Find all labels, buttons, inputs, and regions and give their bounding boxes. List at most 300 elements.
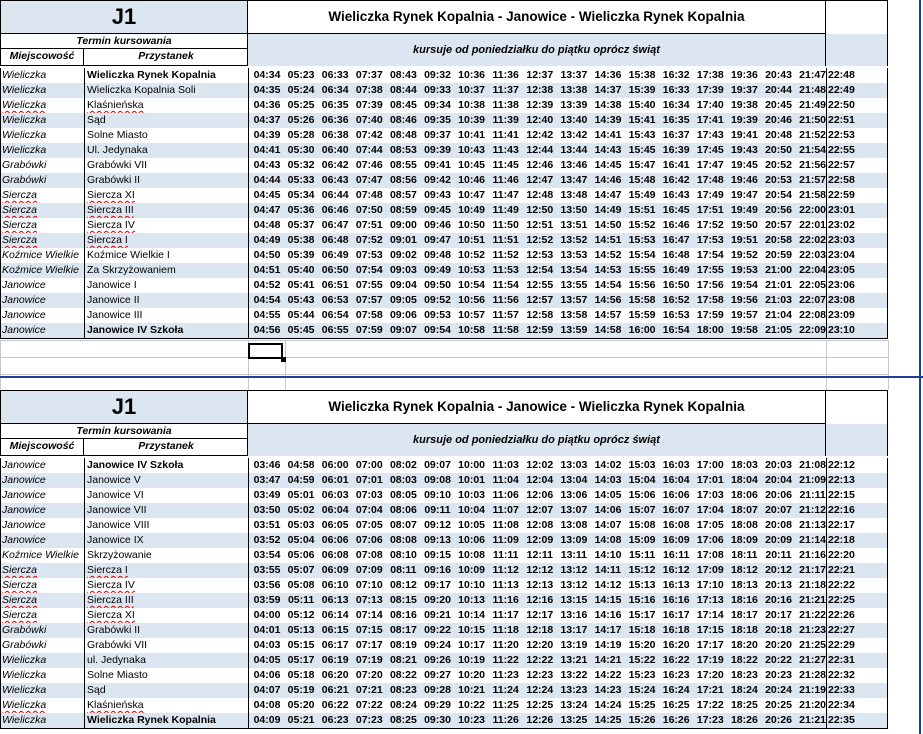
departure-time-cell[interactable]: 10:45 — [458, 159, 486, 171]
departure-time-cell[interactable]: 09:10 — [424, 489, 451, 501]
departure-time-cell[interactable]: 04:54 — [253, 294, 281, 306]
town-cell[interactable]: Koźmice Wielkie — [2, 549, 79, 561]
departure-time-cell[interactable]: 03:59 — [253, 594, 281, 606]
table-row[interactable] — [0, 563, 888, 578]
departure-time-cell[interactable]: 20:45 — [765, 99, 792, 111]
departure-time-cell[interactable]: 04:37 — [253, 114, 281, 126]
departure-time-cell[interactable]: 10:50 — [458, 219, 486, 231]
departure-time-cell[interactable]: 16:17 — [662, 609, 690, 621]
stop-cell[interactable]: Wieliczka Rynek Kopalnia — [87, 714, 216, 726]
departure-time-cell[interactable]: 10:54 — [458, 279, 486, 291]
departure-time-cell[interactable]: 17:58 — [696, 294, 724, 306]
stop-cell[interactable]: Siercza III — [87, 594, 134, 606]
departure-time-cell[interactable]: 09:39 — [424, 144, 451, 156]
departure-time-cell[interactable]: 10:20 — [458, 669, 486, 681]
departure-time-cell[interactable]: 19:49 — [730, 204, 758, 216]
departure-time-cell[interactable]: 07:00 — [355, 459, 383, 471]
departure-time-cell[interactable]: 06:46 — [321, 204, 349, 216]
departure-time-cell[interactable]: 21:19 — [799, 684, 827, 696]
departure-time-cell[interactable]: 11:12 — [492, 564, 519, 576]
departure-time-cell[interactable]: 13:25 — [560, 714, 588, 726]
departure-time-cell[interactable]: 12:57 — [526, 294, 554, 306]
departure-time-cell[interactable]: 10:52 — [458, 249, 486, 261]
departure-time-cell[interactable]: 21:21 — [799, 714, 827, 726]
departure-time-cell[interactable]: 17:03 — [696, 489, 724, 501]
departure-time-cell[interactable]: 08:11 — [390, 564, 417, 576]
last-departure-cell[interactable]: 22:34 — [828, 699, 855, 711]
departure-time-cell[interactable]: 15:59 — [628, 309, 656, 321]
departure-time-cell[interactable]: 09:02 — [389, 249, 417, 261]
last-departure-cell[interactable]: 22:48 — [828, 69, 855, 81]
departure-time-cell[interactable]: 11:22 — [492, 654, 519, 666]
departure-time-cell[interactable]: 16:46 — [662, 219, 690, 231]
town-cell[interactable]: Janowice — [2, 459, 46, 471]
departure-time-cell[interactable]: 06:23 — [321, 714, 349, 726]
departure-time-cell[interactable]: 16:06 — [662, 489, 690, 501]
departure-time-cell[interactable]: 10:49 — [458, 204, 486, 216]
town-cell[interactable]: Wieliczka — [2, 114, 47, 126]
departure-time-cell[interactable]: 18:12 — [730, 564, 758, 576]
departure-time-cell[interactable]: 18:08 — [730, 519, 758, 531]
departure-time-cell[interactable]: 17:14 — [696, 609, 724, 621]
departure-time-cell[interactable]: 09:30 — [424, 714, 451, 726]
departure-time-cell[interactable]: 14:58 — [594, 324, 622, 336]
departure-time-cell[interactable]: 20:44 — [765, 84, 792, 96]
departure-time-cell[interactable]: 21:16 — [799, 549, 827, 561]
departure-time-cell[interactable]: 08:10 — [389, 549, 417, 561]
departure-time-cell[interactable]: 15:25 — [628, 699, 656, 711]
departure-time-cell[interactable]: 05:38 — [287, 234, 315, 246]
departure-time-cell[interactable]: 20:09 — [765, 534, 792, 546]
departure-time-cell[interactable]: 10:00 — [458, 459, 486, 471]
departure-time-cell[interactable]: 07:42 — [355, 129, 383, 141]
departure-time-cell[interactable]: 15:48 — [628, 174, 656, 186]
departure-time-cell[interactable]: 16:03 — [662, 459, 690, 471]
departure-time-cell[interactable]: 10:41 — [458, 129, 486, 141]
departure-time-cell[interactable]: 10:06 — [458, 534, 486, 546]
departure-time-cell[interactable]: 10:39 — [458, 114, 486, 126]
departure-time-cell[interactable]: 13:12 — [560, 579, 588, 591]
departure-time-cell[interactable]: 11:56 — [492, 294, 519, 306]
last-departure-cell[interactable]: 22:15 — [828, 489, 855, 501]
stop-cell[interactable]: Siercza III — [87, 204, 134, 216]
departure-time-cell[interactable]: 16:13 — [662, 579, 690, 591]
departure-time-cell[interactable]: 08:17 — [389, 624, 417, 636]
departure-time-cell[interactable]: 06:44 — [321, 189, 349, 201]
departure-time-cell[interactable]: 11:51 — [492, 234, 519, 246]
town-cell[interactable]: Siercza — [2, 579, 38, 591]
departure-time-cell[interactable]: 10:15 — [458, 624, 486, 636]
departure-time-cell[interactable]: 18:06 — [730, 489, 758, 501]
departure-time-cell[interactable]: 18:16 — [730, 594, 758, 606]
departure-time-cell[interactable]: 03:55 — [253, 564, 281, 576]
departure-time-cell[interactable]: 18:13 — [730, 579, 758, 591]
departure-time-cell[interactable]: 06:49 — [321, 249, 349, 261]
table-row[interactable] — [0, 488, 888, 503]
table-row[interactable] — [0, 638, 888, 653]
departure-time-cell[interactable]: 06:40 — [321, 144, 349, 156]
stop-cell[interactable]: Grabówki VII — [87, 159, 148, 171]
departure-time-cell[interactable]: 08:07 — [389, 519, 417, 531]
departure-time-cell[interactable]: 05:21 — [287, 714, 315, 726]
departure-time-cell[interactable]: 07:06 — [355, 534, 383, 546]
table-row[interactable] — [0, 263, 888, 278]
last-departure-cell[interactable]: 22:35 — [828, 714, 855, 726]
departure-time-cell[interactable]: 08:06 — [389, 504, 417, 516]
departure-time-cell[interactable]: 09:27 — [424, 669, 451, 681]
departure-time-cell[interactable]: 16:39 — [662, 144, 690, 156]
departure-time-cell[interactable]: 17:01 — [696, 474, 724, 486]
departure-time-cell[interactable]: 17:13 — [696, 594, 724, 606]
departure-time-cell[interactable]: 12:39 — [526, 99, 554, 111]
table-row[interactable] — [0, 83, 888, 98]
departure-time-cell[interactable]: 21:56 — [799, 159, 827, 171]
stop-cell[interactable]: Klaśnieńska — [87, 99, 144, 111]
stop-cell[interactable]: Ul. Jedynaka — [87, 144, 148, 156]
departure-time-cell[interactable]: 05:40 — [287, 264, 315, 276]
departure-time-cell[interactable]: 05:07 — [287, 564, 315, 576]
departure-time-cell[interactable]: 06:42 — [321, 159, 349, 171]
stop-cell[interactable]: Janowice II — [87, 294, 140, 306]
town-cell[interactable]: Siercza — [2, 219, 38, 231]
departure-time-cell[interactable]: 13:40 — [560, 114, 588, 126]
departure-time-cell[interactable]: 04:35 — [253, 84, 281, 96]
departure-time-cell[interactable]: 09:34 — [424, 99, 451, 111]
departure-time-cell[interactable]: 21:57 — [799, 174, 827, 186]
departure-time-cell[interactable]: 21:05 — [765, 324, 792, 336]
departure-time-cell[interactable]: 18:09 — [730, 534, 758, 546]
departure-time-cell[interactable]: 08:24 — [389, 699, 417, 711]
departure-time-cell[interactable]: 09:45 — [424, 204, 451, 216]
table-row[interactable] — [0, 248, 888, 263]
departure-time-cell[interactable]: 12:22 — [526, 654, 554, 666]
departure-time-cell[interactable]: 14:41 — [594, 129, 622, 141]
departure-time-cell[interactable]: 18:03 — [730, 459, 758, 471]
departure-time-cell[interactable]: 06:51 — [321, 279, 349, 291]
departure-time-cell[interactable]: 05:08 — [287, 579, 315, 591]
departure-time-cell[interactable]: 05:17 — [287, 654, 315, 666]
departure-time-cell[interactable]: 19:39 — [730, 114, 758, 126]
departure-time-cell[interactable]: 08:53 — [389, 144, 417, 156]
departure-time-cell[interactable]: 20:59 — [765, 249, 792, 261]
departure-time-cell[interactable]: 08:22 — [389, 669, 417, 681]
departure-time-cell[interactable]: 13:47 — [560, 174, 588, 186]
departure-time-cell[interactable]: 09:50 — [424, 279, 451, 291]
departure-time-cell[interactable]: 07:03 — [355, 489, 383, 501]
departure-time-cell[interactable]: 05:39 — [287, 249, 315, 261]
departure-time-cell[interactable]: 14:37 — [594, 84, 622, 96]
table-row[interactable] — [0, 233, 888, 248]
table-row[interactable] — [0, 653, 888, 668]
departure-time-cell[interactable]: 12:12 — [526, 564, 554, 576]
departure-time-cell[interactable]: 19:45 — [730, 159, 758, 171]
departure-time-cell[interactable]: 17:00 — [696, 459, 724, 471]
departure-time-cell[interactable]: 12:17 — [526, 609, 554, 621]
departure-time-cell[interactable]: 13:59 — [560, 324, 588, 336]
departure-time-cell[interactable]: 07:21 — [355, 684, 383, 696]
departure-time-cell[interactable]: 14:47 — [594, 189, 622, 201]
departure-time-cell[interactable]: 10:21 — [458, 684, 486, 696]
table-row[interactable] — [0, 533, 888, 548]
departure-time-cell[interactable]: 20:03 — [765, 459, 792, 471]
departure-time-cell[interactable]: 13:48 — [560, 189, 588, 201]
departure-time-cell[interactable]: 05:20 — [287, 699, 315, 711]
departure-time-cell[interactable]: 07:40 — [355, 114, 383, 126]
last-departure-cell[interactable]: 22:33 — [828, 684, 855, 696]
departure-time-cell[interactable]: 17:08 — [696, 549, 724, 561]
departure-time-cell[interactable]: 20:26 — [765, 714, 792, 726]
departure-time-cell[interactable]: 03:47 — [253, 474, 281, 486]
departure-time-cell[interactable]: 09:28 — [424, 684, 451, 696]
town-cell[interactable]: Wieliczka — [2, 129, 47, 141]
departure-time-cell[interactable]: 12:13 — [526, 579, 554, 591]
departure-time-cell[interactable]: 07:50 — [355, 204, 383, 216]
departure-time-cell[interactable]: 08:56 — [389, 174, 417, 186]
departure-time-cell[interactable]: 21:17 — [799, 564, 827, 576]
blank-header-cell[interactable] — [826, 390, 888, 424]
departure-time-cell[interactable]: 22:02 — [799, 234, 827, 246]
departure-time-cell[interactable]: 14:22 — [594, 669, 622, 681]
departure-time-cell[interactable]: 16:04 — [662, 474, 690, 486]
departure-time-cell[interactable]: 16:45 — [662, 204, 690, 216]
departure-time-cell[interactable]: 14:21 — [594, 654, 622, 666]
departure-time-cell[interactable]: 07:39 — [355, 99, 383, 111]
departure-time-cell[interactable]: 21:12 — [799, 504, 827, 516]
departure-time-cell[interactable]: 16:48 — [662, 249, 690, 261]
departure-time-cell[interactable]: 20:50 — [765, 144, 792, 156]
departure-time-cell[interactable]: 16:18 — [662, 624, 690, 636]
town-cell[interactable]: Wieliczka — [2, 84, 47, 96]
departure-time-cell[interactable]: 21:48 — [799, 84, 827, 96]
last-departure-cell[interactable]: 22:21 — [828, 564, 855, 576]
departure-time-cell[interactable]: 03:56 — [253, 579, 281, 591]
departure-time-cell[interactable]: 10:57 — [458, 309, 486, 321]
departure-time-cell[interactable]: 19:37 — [730, 84, 758, 96]
departure-time-cell[interactable]: 07:54 — [355, 264, 383, 276]
departure-time-cell[interactable]: 12:26 — [526, 714, 554, 726]
departure-time-cell[interactable]: 12:25 — [526, 699, 554, 711]
departure-time-cell[interactable]: 13:06 — [560, 489, 588, 501]
departure-time-cell[interactable]: 14:38 — [594, 99, 622, 111]
departure-time-cell[interactable]: 04:06 — [253, 669, 281, 681]
departure-time-cell[interactable]: 20:58 — [765, 234, 792, 246]
departure-time-cell[interactable]: 13:44 — [560, 144, 588, 156]
stop-cell[interactable]: Janowice VIII — [87, 519, 150, 531]
departure-time-cell[interactable]: 11:25 — [492, 699, 519, 711]
departure-time-cell[interactable]: 15:47 — [628, 159, 656, 171]
stop-cell[interactable]: Siercza XI — [87, 189, 135, 201]
departure-time-cell[interactable]: 10:36 — [458, 69, 486, 81]
departure-time-cell[interactable]: 14:52 — [594, 249, 622, 261]
departure-time-cell[interactable]: 12:51 — [526, 219, 554, 231]
departure-time-cell[interactable]: 15:43 — [628, 129, 656, 141]
departure-time-cell[interactable]: 20:04 — [765, 474, 792, 486]
departure-time-cell[interactable]: 15:08 — [628, 519, 656, 531]
departure-time-cell[interactable]: 15:38 — [628, 69, 656, 81]
departure-time-cell[interactable]: 07:01 — [355, 474, 383, 486]
departure-time-cell[interactable]: 11:03 — [492, 459, 519, 471]
table-row[interactable] — [0, 608, 888, 623]
departure-time-cell[interactable]: 09:22 — [424, 624, 451, 636]
departure-time-cell[interactable]: 14:43 — [594, 144, 622, 156]
departure-time-cell[interactable]: 14:50 — [594, 219, 622, 231]
departure-time-cell[interactable]: 08:02 — [389, 459, 417, 471]
departure-time-cell[interactable]: 05:45 — [287, 324, 315, 336]
departure-time-cell[interactable]: 08:44 — [389, 84, 417, 96]
departure-time-cell[interactable]: 16:43 — [662, 189, 690, 201]
departure-time-cell[interactable]: 12:52 — [526, 234, 554, 246]
departure-time-cell[interactable]: 05:15 — [287, 639, 315, 651]
departure-time-cell[interactable]: 08:05 — [389, 489, 417, 501]
departure-time-cell[interactable]: 09:15 — [424, 549, 451, 561]
column-header-stop[interactable]: Przystanek — [138, 50, 194, 62]
departure-time-cell[interactable]: 18:20 — [730, 639, 758, 651]
departure-time-cell[interactable]: 08:59 — [389, 204, 417, 216]
last-departure-cell[interactable]: 22:20 — [828, 549, 855, 561]
departure-time-cell[interactable]: 16:26 — [662, 714, 690, 726]
departure-time-cell[interactable]: 11:17 — [492, 609, 519, 621]
departure-time-cell[interactable]: 20:57 — [765, 219, 792, 231]
departure-time-cell[interactable]: 07:05 — [355, 519, 383, 531]
departure-time-cell[interactable]: 13:23 — [560, 684, 588, 696]
departure-time-cell[interactable]: 08:19 — [389, 639, 417, 651]
departure-time-cell[interactable]: 07:14 — [355, 609, 383, 621]
departure-time-cell[interactable]: 20:56 — [765, 204, 792, 216]
departure-time-cell[interactable]: 11:39 — [492, 114, 519, 126]
departure-time-cell[interactable]: 07:46 — [355, 159, 383, 171]
last-departure-cell[interactable]: 22:12 — [828, 459, 855, 471]
departure-time-cell[interactable]: 11:45 — [492, 159, 519, 171]
departure-time-cell[interactable]: 17:05 — [696, 519, 724, 531]
town-cell[interactable]: Siercza — [2, 594, 38, 606]
departure-time-cell[interactable]: 05:19 — [287, 684, 315, 696]
departure-time-cell[interactable]: 09:04 — [389, 279, 417, 291]
departure-time-cell[interactable]: 09:49 — [424, 264, 451, 276]
departure-time-cell[interactable]: 15:11 — [628, 549, 656, 561]
town-cell[interactable]: Siercza — [2, 234, 38, 246]
departure-time-cell[interactable]: 16:34 — [662, 99, 690, 111]
departure-time-cell[interactable]: 09:12 — [424, 519, 451, 531]
departure-time-cell[interactable]: 04:52 — [253, 279, 281, 291]
departure-time-cell[interactable]: 14:46 — [594, 174, 622, 186]
departure-time-cell[interactable]: 10:47 — [458, 189, 486, 201]
departure-time-cell[interactable]: 10:37 — [458, 84, 486, 96]
operating-days-extra-cell[interactable] — [826, 34, 888, 66]
departure-time-cell[interactable]: 14:53 — [594, 264, 622, 276]
departure-time-cell[interactable]: 17:10 — [696, 579, 724, 591]
departure-time-cell[interactable]: 17:17 — [696, 639, 724, 651]
departure-time-cell[interactable]: 04:49 — [253, 234, 281, 246]
departure-time-cell[interactable]: 05:30 — [287, 144, 315, 156]
departure-time-cell[interactable]: 21:03 — [765, 294, 792, 306]
departure-time-cell[interactable]: 10:53 — [458, 264, 486, 276]
town-cell[interactable]: Siercza — [2, 564, 38, 576]
stop-cell[interactable]: Klaśnieńska — [87, 699, 144, 711]
departure-time-cell[interactable]: 14:03 — [594, 474, 622, 486]
departure-time-cell[interactable]: 22:09 — [799, 324, 827, 336]
departure-time-cell[interactable]: 21:23 — [799, 624, 827, 636]
departure-time-cell[interactable]: 20:06 — [765, 489, 792, 501]
departure-time-cell[interactable]: 05:03 — [287, 519, 315, 531]
departure-time-cell[interactable]: 20:43 — [765, 69, 792, 81]
departure-time-cell[interactable]: 17:04 — [696, 504, 724, 516]
departure-time-cell[interactable]: 08:23 — [389, 684, 417, 696]
departure-time-cell[interactable]: 17:47 — [696, 159, 724, 171]
departure-time-cell[interactable]: 18:26 — [730, 714, 758, 726]
departure-time-cell[interactable]: 04:44 — [253, 174, 281, 186]
departure-time-cell[interactable]: 12:06 — [526, 489, 554, 501]
departure-time-cell[interactable]: 21:00 — [765, 264, 792, 276]
stop-cell[interactable]: Sąd — [87, 684, 106, 696]
departure-time-cell[interactable]: 22:00 — [799, 204, 827, 216]
table-row[interactable] — [0, 128, 888, 143]
departure-time-cell[interactable]: 08:08 — [389, 534, 417, 546]
departure-time-cell[interactable]: 17:09 — [696, 564, 724, 576]
departure-time-cell[interactable]: 16:07 — [662, 504, 690, 516]
table-row[interactable] — [0, 308, 888, 323]
departure-time-cell[interactable]: 06:21 — [321, 684, 349, 696]
town-cell[interactable]: Janowice — [2, 519, 46, 531]
departure-time-cell[interactable]: 19:54 — [730, 279, 758, 291]
departure-time-cell[interactable]: 17:43 — [696, 129, 724, 141]
departure-time-cell[interactable]: 05:26 — [287, 114, 315, 126]
departure-time-cell[interactable]: 09:11 — [424, 504, 451, 516]
departure-time-cell[interactable]: 07:23 — [355, 714, 383, 726]
departure-time-cell[interactable]: 03:54 — [253, 549, 281, 561]
table-row[interactable] — [0, 593, 888, 608]
route-title-cell[interactable]: Wieliczka Rynek Kopalnia - Janowice - Wieliczka Rynek Kopalnia — [248, 0, 826, 34]
town-cell[interactable]: Janowice — [2, 534, 46, 546]
table-row[interactable] — [0, 518, 888, 533]
town-cell[interactable]: Grabówki — [2, 159, 47, 171]
operating-days-extra-cell[interactable] — [826, 424, 888, 456]
departure-time-cell[interactable]: 13:42 — [560, 129, 588, 141]
table-row[interactable] — [0, 458, 888, 473]
departure-time-cell[interactable]: 21:58 — [799, 189, 827, 201]
departure-time-cell[interactable]: 09:33 — [424, 84, 451, 96]
departure-time-cell[interactable]: 16:12 — [662, 564, 690, 576]
departure-time-cell[interactable]: 09:54 — [424, 324, 451, 336]
departure-time-cell[interactable]: 04:03 — [253, 639, 281, 651]
departure-time-cell[interactable]: 03:52 — [253, 534, 281, 546]
departure-time-cell[interactable]: 05:12 — [287, 609, 315, 621]
last-departure-cell[interactable]: 23:06 — [828, 279, 855, 291]
departure-time-cell[interactable]: 04:55 — [253, 309, 281, 321]
stop-cell[interactable]: Za Skrzyżowaniem — [87, 264, 176, 276]
last-departure-cell[interactable]: 22:57 — [828, 159, 855, 171]
departure-time-cell[interactable]: 05:06 — [287, 549, 315, 561]
line-name-cell[interactable]: J1 — [0, 390, 248, 424]
departure-time-cell[interactable]: 19:50 — [730, 219, 758, 231]
departure-time-cell[interactable]: 20:54 — [765, 189, 792, 201]
departure-time-cell[interactable]: 05:18 — [287, 669, 315, 681]
departure-time-cell[interactable]: 04:56 — [253, 324, 281, 336]
table-row[interactable] — [0, 548, 888, 563]
town-cell[interactable]: Wieliczka — [2, 684, 47, 696]
departure-time-cell[interactable]: 13:08 — [560, 519, 588, 531]
departure-time-cell[interactable]: 19:51 — [730, 234, 758, 246]
departure-time-cell[interactable]: 08:46 — [389, 114, 417, 126]
departure-time-cell[interactable]: 19:53 — [730, 264, 758, 276]
last-departure-cell[interactable]: 22:50 — [828, 99, 855, 111]
table-row[interactable] — [0, 473, 888, 488]
fill-handle[interactable] — [281, 357, 286, 362]
departure-time-cell[interactable]: 10:19 — [458, 654, 486, 666]
departure-time-cell[interactable]: 05:01 — [287, 489, 315, 501]
departure-time-cell[interactable]: 10:10 — [458, 579, 486, 591]
departure-time-cell[interactable]: 16:47 — [662, 234, 690, 246]
departure-time-cell[interactable]: 04:50 — [253, 249, 281, 261]
